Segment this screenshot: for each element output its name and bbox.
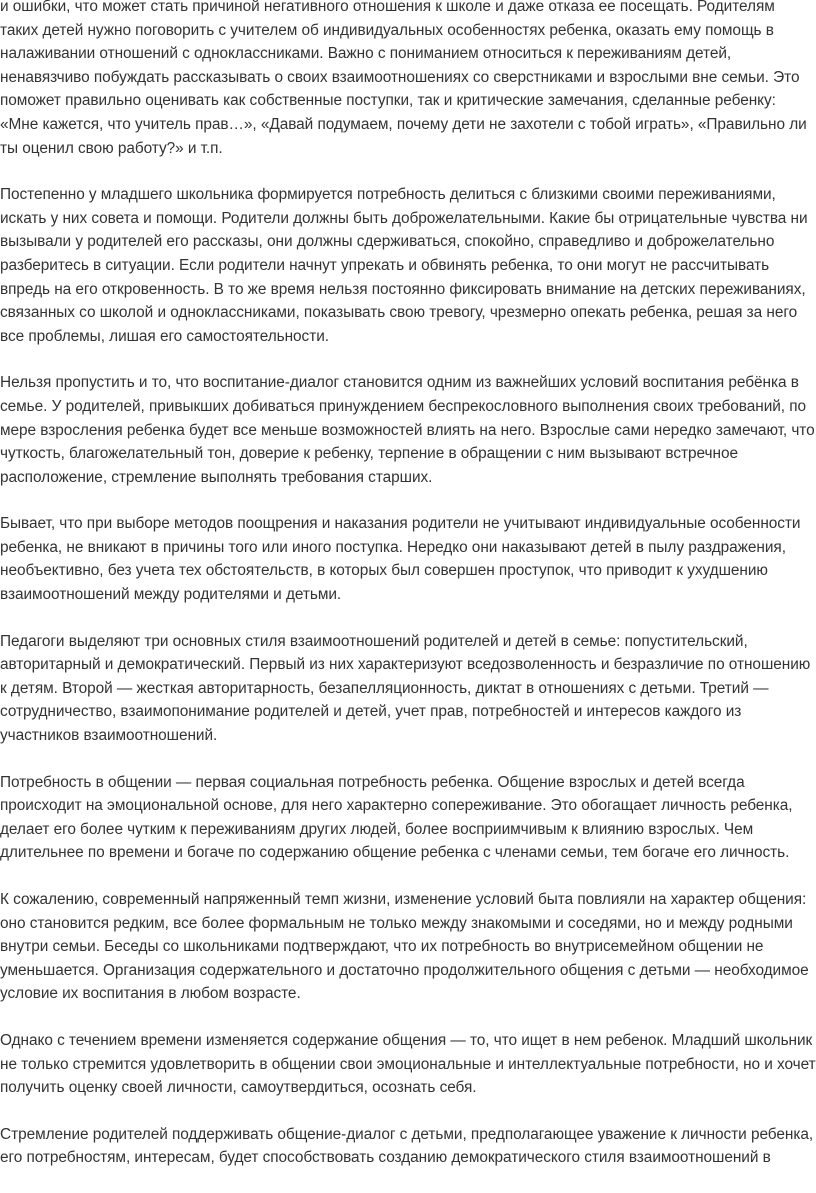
paragraph-1: и ошибки, что может стать причиной негативного отношения к школе и даже отказа ее посещать. Родителям таких детей нужно поговорить с учителем об индивидуальных особенностях ребенка, оказать ему помощь в налаживании отношений с одноклассниками. Важно с пониманием относиться к переживаниям детей, ненавязчиво побуждать рассказывать о своих взаимоотношениях со сверстниками и взрослыми вне семьи. Это поможет правильно оценивать как собственные поступки, так и критические замечания, сделанные ребенку: «Мне кажется, что учитель прав…», «Давай подумаем, почему дети не захотели с тобой играть», «Правильно ли ты оценил свою работу?» и т.п. [0, 0, 807, 157]
paragraph-3: Нельзя пропустить и то, что воспитание-диалог становится одним из важнейших условий воспитания ребёнка в семье. У родителей, привыкших добиваться принуждением беспрекословного выполнения своих требований, по мере взросления ребенка будет все меньше возможностей влиять на него. Взрослые сами нередко замечают, что чуткость, благожелательный тон, доверие к ребенку, терпение в обращении с ним вызывают встречное расположение, стремление выполнять требования старших. [0, 374, 815, 486]
paragraph-8: Однако с течением времени изменяется содержание общения — то, что ищет в нем ребенок. Младший школьник не только стремится удовлетворить в общении свои эмоциональные и интеллектуальные потребности, но и хочет получить оценку своей личности, самоутвердиться, осознать себя. [0, 1031, 816, 1097]
paragraph-9: Стремление родителей поддерживать общение-диалог с детьми, предполагающее уважение к личности ребенка, его потребностям, интересам, будет способствовать созданию демократического стиля взаимоотношений в [0, 1125, 814, 1167]
paragraph-4: Бывает, что при выборе методов поощрения и наказания родители не учитывают индивидуальные особенности ребенка, не вникают в причины того или иного поступка. Нередко они наказывают детей в пылу раздражения, необъективно, без учета тех обстоятельств, в которых был совершен проступок, что приводит к ухудшению взаимоотношений между родителями и детьми. [0, 515, 801, 604]
paragraph-6: Потребность в общении — первая социальная потребность ребенка. Общение взрослых и детей всегда происходит на эмоциональной основе, для него характерно сопереживание. Это обогащает личность ребенка, делает его более чутким к переживаниям других людей, более восприимчивым к влиянию взрослых. Чем длительнее по времени и богаче по содержанию общение ребенка с членами семьи, тем богаче его личность. [0, 773, 793, 862]
paragraph-5: Педагоги выделяют три основных стиля взаимоотношений родителей и детей в семье: попустительский, авторитарный и демократический. Первый из них характеризуют вседозволенность и безразличие по отношению к детям. Второй — жесткая авторитарность, безапелляционность, диктат в отношениях с детьми. Третий — сотрудничество, взаимопонимание родителей и детей, учет прав, потребностей и интересов каждого из участников взаимоотношений. [0, 632, 811, 745]
paragraph-2: Постепенно у младшего школьника формируется потребность делиться с близкими своими переживаниями, искать у них совета и помощи. Родители должны быть доброжелательными. Какие бы отрицательные чувства ни вызывали у родителей его рассказы, они должны сдерживаться, спокойно, справедливо и доброжелательно разберитесь в ситуации. Если родители начнут упрекать и обвинять ребенка, то они могут не рассчитывать впредь на его откровенность. В то же время нельзя постоянно фиксировать внимание на детских переживаниях, связанных со школой и одноклассниками, показывать свою тревогу, чрезмерно опекать ребенка, решая за него все проблемы, лишая его самостоятельности. [0, 186, 808, 345]
paragraph-7: К сожалению, современный напряженный темп жизни, изменение условий быта повлияли на характер общения: оно становится редким, все более формальным не только между знакомыми и соседями, но и между родными внутри семьи. Беседы со школьниками подтверждают, что их потребность во внутрисемейном общении не уменьшается. Организация содержательного и достаточно продолжительного общения с детьми — необходимое условие их воспитания в любом возрасте. [0, 891, 809, 1003]
